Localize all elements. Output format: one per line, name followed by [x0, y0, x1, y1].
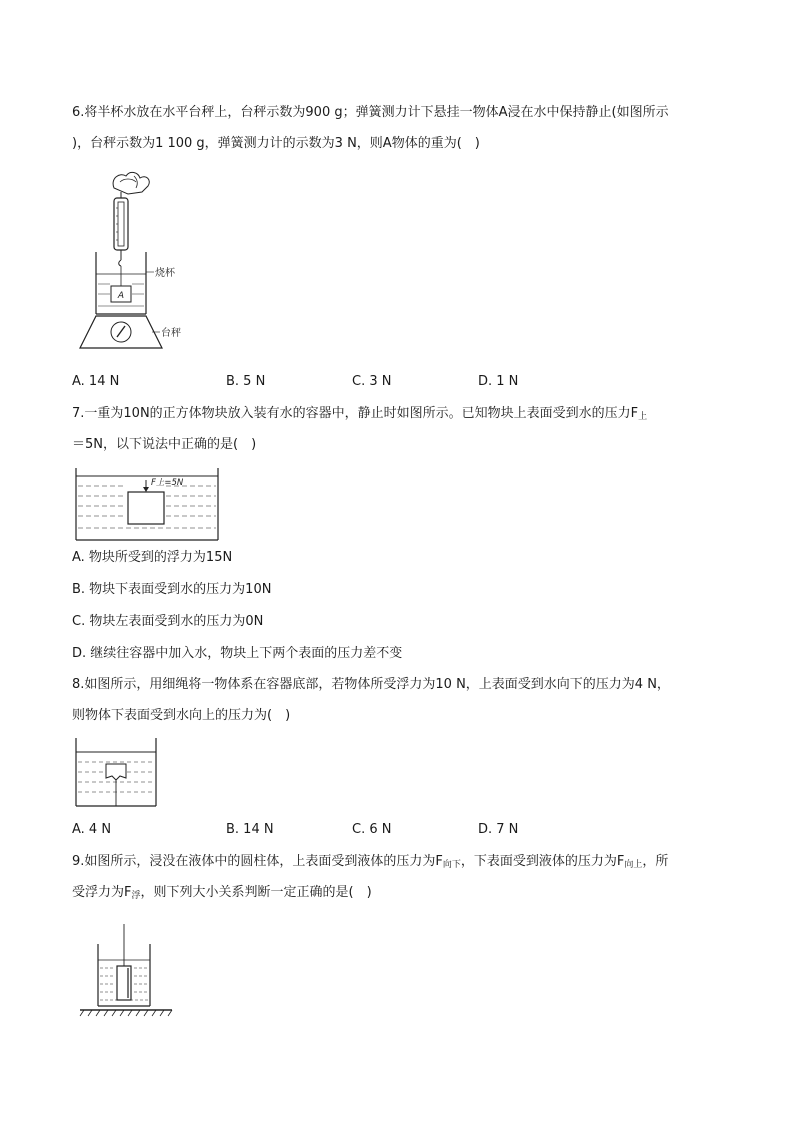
q8-choice-b[interactable]: B. 14 N: [226, 822, 274, 837]
q7-stem-text: 7.一重为10N的正方体物块放入装有水的容器中，静止时如图所示。已知物块上表面受到水的压力F: [72, 406, 639, 421]
q9-figure-svg: [78, 922, 174, 1018]
q7-stem-line1: [72, 405, 647, 426]
q9-figure-cylinder-liquid: [78, 922, 174, 1022]
q8-stem-line2: 则物体下表面受到水向上的压力为( ): [72, 708, 291, 723]
q7-stem-line2: ＝5N，以下说法中正确的是( ): [72, 437, 257, 452]
q8-figure-svg: [74, 736, 158, 808]
q7-option-d[interactable]: D. 继续往容器中加入水，物块上下两个表面的压力差不变: [72, 646, 403, 661]
q7-stem-subscript: 上: [638, 412, 648, 422]
q6-choice-c[interactable]: C. 3 N: [352, 374, 392, 389]
q9-stem-text-a: 9.如图所示，浸没在液体中的圆柱体，上表面受到液体的压力为F: [72, 854, 443, 869]
q6-choice-d[interactable]: D. 1 N: [478, 374, 519, 389]
q6-choices: [72, 373, 672, 391]
q9-stem-text-d: 受浮力为F: [72, 885, 132, 900]
q7-option-b[interactable]: B. 物块下表面受到水的压力为10N: [72, 582, 272, 597]
q7-figure-svg: [74, 466, 220, 542]
q8-choice-d[interactable]: D. 7 N: [478, 822, 519, 837]
q6-scale-label: 台秤: [161, 328, 181, 339]
q9-stem-text-e: ，则下列大小关系判断一定正确的是( ): [140, 885, 372, 900]
q8-choice-c[interactable]: C. 6 N: [352, 822, 392, 837]
q6-figure-spring-scale-beaker: [76, 168, 196, 362]
q6-stem-line2: )，台秤示数为1 100 g，弹簧测力计的示数为3 N，则A物体的重为( ): [72, 136, 480, 151]
q6-figure-svg: [76, 168, 196, 358]
q9-stem-text-b: ，下表面受到液体的压力为F: [460, 854, 625, 869]
q6-choice-b[interactable]: B. 5 N: [226, 374, 266, 389]
q9-subscript-buoyancy: 浮: [131, 891, 141, 901]
q6-block-label: A: [117, 291, 125, 301]
q8-choices: [72, 821, 672, 839]
q9-stem-text-c: ，所: [642, 854, 669, 869]
q8-stem-line1: 8.如图所示，用细绳将一物体系在容器底部，若物体所受浮力为10 N，上表面受到水向下的压力为4 N，: [72, 677, 670, 692]
q9-subscript-up: 向上: [624, 860, 643, 870]
q6-choice-a[interactable]: A. 14 N: [72, 374, 120, 389]
q6-beaker-label: 烧杯: [155, 268, 175, 279]
q7-figure-container-block: [74, 466, 220, 546]
q8-figure-container-string: [74, 736, 158, 812]
q8-choice-a[interactable]: A. 4 N: [72, 822, 112, 837]
q7-force-label: F上=5N: [151, 478, 184, 488]
q9-stem-line1: [72, 853, 668, 874]
q7-option-c[interactable]: C. 物块左表面受到水的压力为0N: [72, 614, 264, 629]
q7-option-a[interactable]: A. 物块所受到的浮力为15N: [72, 550, 233, 565]
q9-subscript-down: 向下: [442, 860, 461, 870]
q9-stem-line2: [72, 884, 372, 905]
q6-stem-line1: 6.将半杯水放在水平台秤上，台秤示数为900 g；弹簧测力计下悬挂一物体A浸在水中保持静止(如图所示: [72, 105, 669, 120]
